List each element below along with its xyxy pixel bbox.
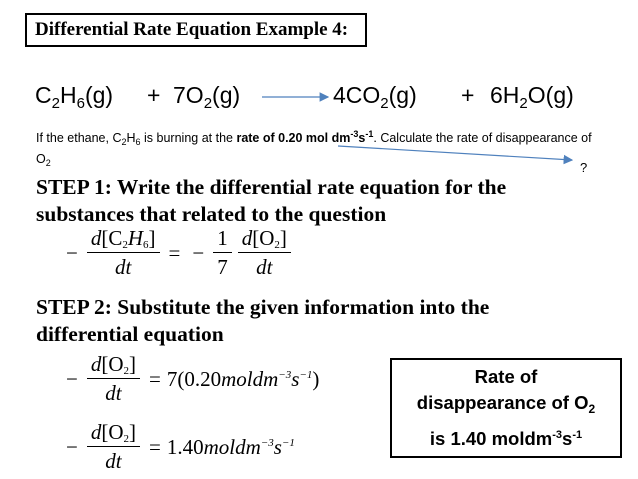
rate-equation-1: − $\frac{d[C2H6]}{dt}$ = − $\frac{1}{7}$ $\frac{d[O2]}{dt}$ xyxy=(60,226,294,280)
reactant-oxygen: $7O_2(g)$ xyxy=(173,82,241,112)
fraction-one-seventh: $\frac{1}{7}$ xyxy=(213,226,232,280)
product-water: $6H_2O(g)$ xyxy=(490,82,574,112)
answer-line-1: Rate of xyxy=(474,366,538,387)
plus-sign-2: + xyxy=(461,82,475,108)
answer-box xyxy=(390,358,622,458)
rate-equation-2: − $\frac{d[O2]}{dt}$ = $7(0.20moldm^{-3}s^{-1})$ xyxy=(66,352,320,405)
step1-heading: STEP 1: Write the differential rate equation for the substances that related to the question xyxy=(36,175,507,226)
question-mark: ? xyxy=(580,160,588,175)
reactant-ethane: $C_2H_6(g)$ xyxy=(35,82,114,112)
fraction-c2h6: $\frac{d[C2H6]}{dt}$ xyxy=(87,226,160,280)
answer-line-3: is 1.40 $moldm^{-3}s^{-1}$ xyxy=(429,428,583,449)
answer-line-2: disappearance of $O_2$ xyxy=(416,392,596,416)
step2-heading: STEP 2: Substitute the given information into the differential equation xyxy=(36,295,490,346)
product-co2: $4CO_2(g)$ xyxy=(333,82,417,112)
title-text: Differential Rate Equation Example 4: xyxy=(35,19,349,40)
plus-sign-1: + xyxy=(147,82,161,108)
fraction-o2: $\frac{d[O2]}{dt}$ xyxy=(238,226,291,280)
rate-equation-3: − $\frac{d[O2]}{dt}$ = $1.40moldm^{-3}s^{-1}$ xyxy=(66,420,295,473)
question-text: If the ethane, $C_2H_6$ is burning at the rate of 0.20 mol $dm^{-3}s^{-1}$. Calculate the rate of disappearance of $O_2$ xyxy=(36,129,592,168)
title-box xyxy=(25,13,367,47)
